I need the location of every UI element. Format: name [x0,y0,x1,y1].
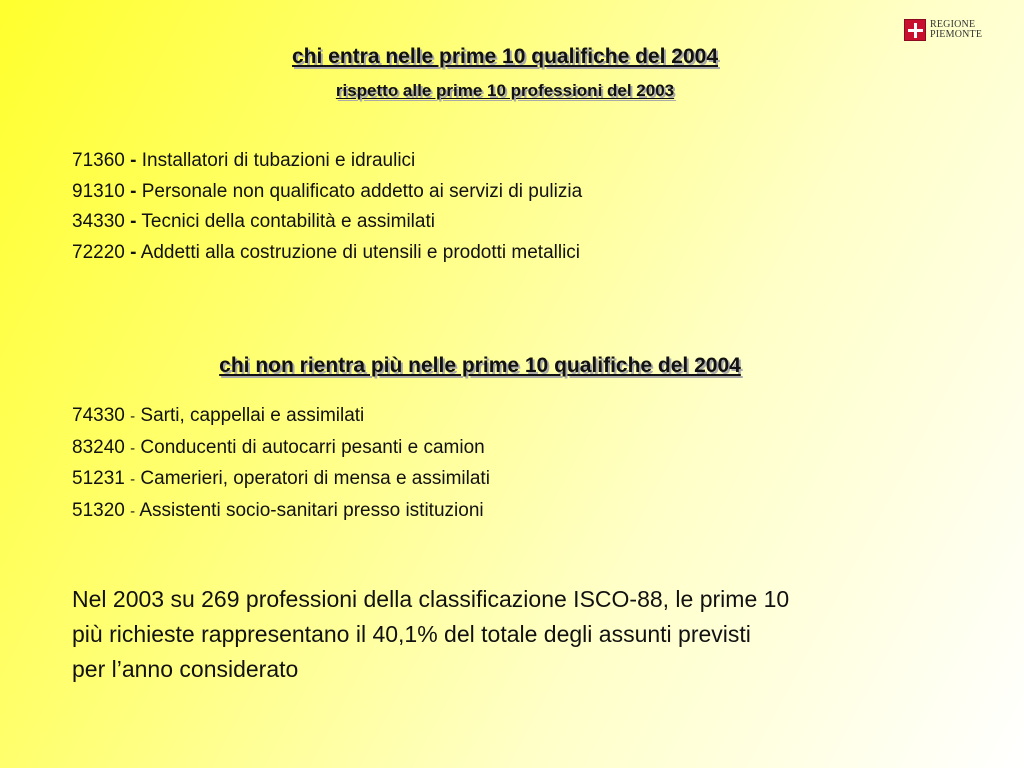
exiting-qualifications-list [72,401,490,527]
list-item [72,433,490,465]
item-label: Tecnici della contabilità e assimilati [141,211,435,232]
item-label: Sarti, cappellai e assimilati [140,405,365,426]
note-line: per l’anno considerato [72,656,299,682]
item-label: Camerieri, operatori di mensa e assimilati [140,468,490,489]
section2-title: chi non rientra più nelle prime 10 qualifiche del 2004 [219,354,741,377]
list-item [72,401,490,433]
list-item [72,177,582,208]
logo-text [930,20,982,40]
item-code: 51231 [72,468,125,489]
list-item [72,207,582,238]
section1-subtitle: rispetto alle prime 10 professioni del 2003 [335,81,675,100]
regione-piemonte-logo [904,16,994,44]
item-separator: - [130,502,136,520]
item-label: Assistenti socio-sanitari presso istituzioni [139,499,484,521]
item-code: 83240 [72,436,125,458]
item-separator: - [130,471,136,488]
logo-line-regione: REGIONE [930,19,976,30]
list-item [72,496,490,528]
item-label: Conducenti di autocarri pesanti e camion [140,436,485,458]
item-separator: - [130,439,136,457]
item-separator: - [130,408,136,425]
item-separator: - [130,211,137,232]
item-code: 74330 [72,405,125,426]
list-item [72,238,582,269]
item-code: 71360 [72,150,125,171]
item-code: 34330 [72,211,125,232]
list-item [72,464,490,496]
entering-qualifications-list [72,146,582,268]
section1-title: chi entra nelle prime 10 qualifiche del 2004 [291,45,718,68]
item-label: Installatori di tubazioni e idraulici [141,150,416,171]
note-line: Nel 2003 su 269 professioni della classificazione ISCO-88, le prime 10 [72,586,790,612]
item-code: 91310 [72,180,125,202]
note-line: più richieste rappresentano il 40,1% del totale degli assunti previsti [72,621,751,647]
list-item [72,146,582,177]
item-code: 51320 [72,499,125,521]
item-label: Personale non qualificato addetto ai servizi di pulizia [141,180,583,202]
item-separator: - [130,241,137,263]
piemonte-cross-icon [904,19,926,41]
item-code: 72220 [72,241,125,263]
item-separator: - [130,150,137,171]
summary-note [72,582,972,687]
logo-line-piemonte: PIEMONTE [930,29,983,40]
item-label: Addetti alla costruzione di utensili e prodotti metallici [140,241,581,263]
item-separator: - [130,180,137,202]
